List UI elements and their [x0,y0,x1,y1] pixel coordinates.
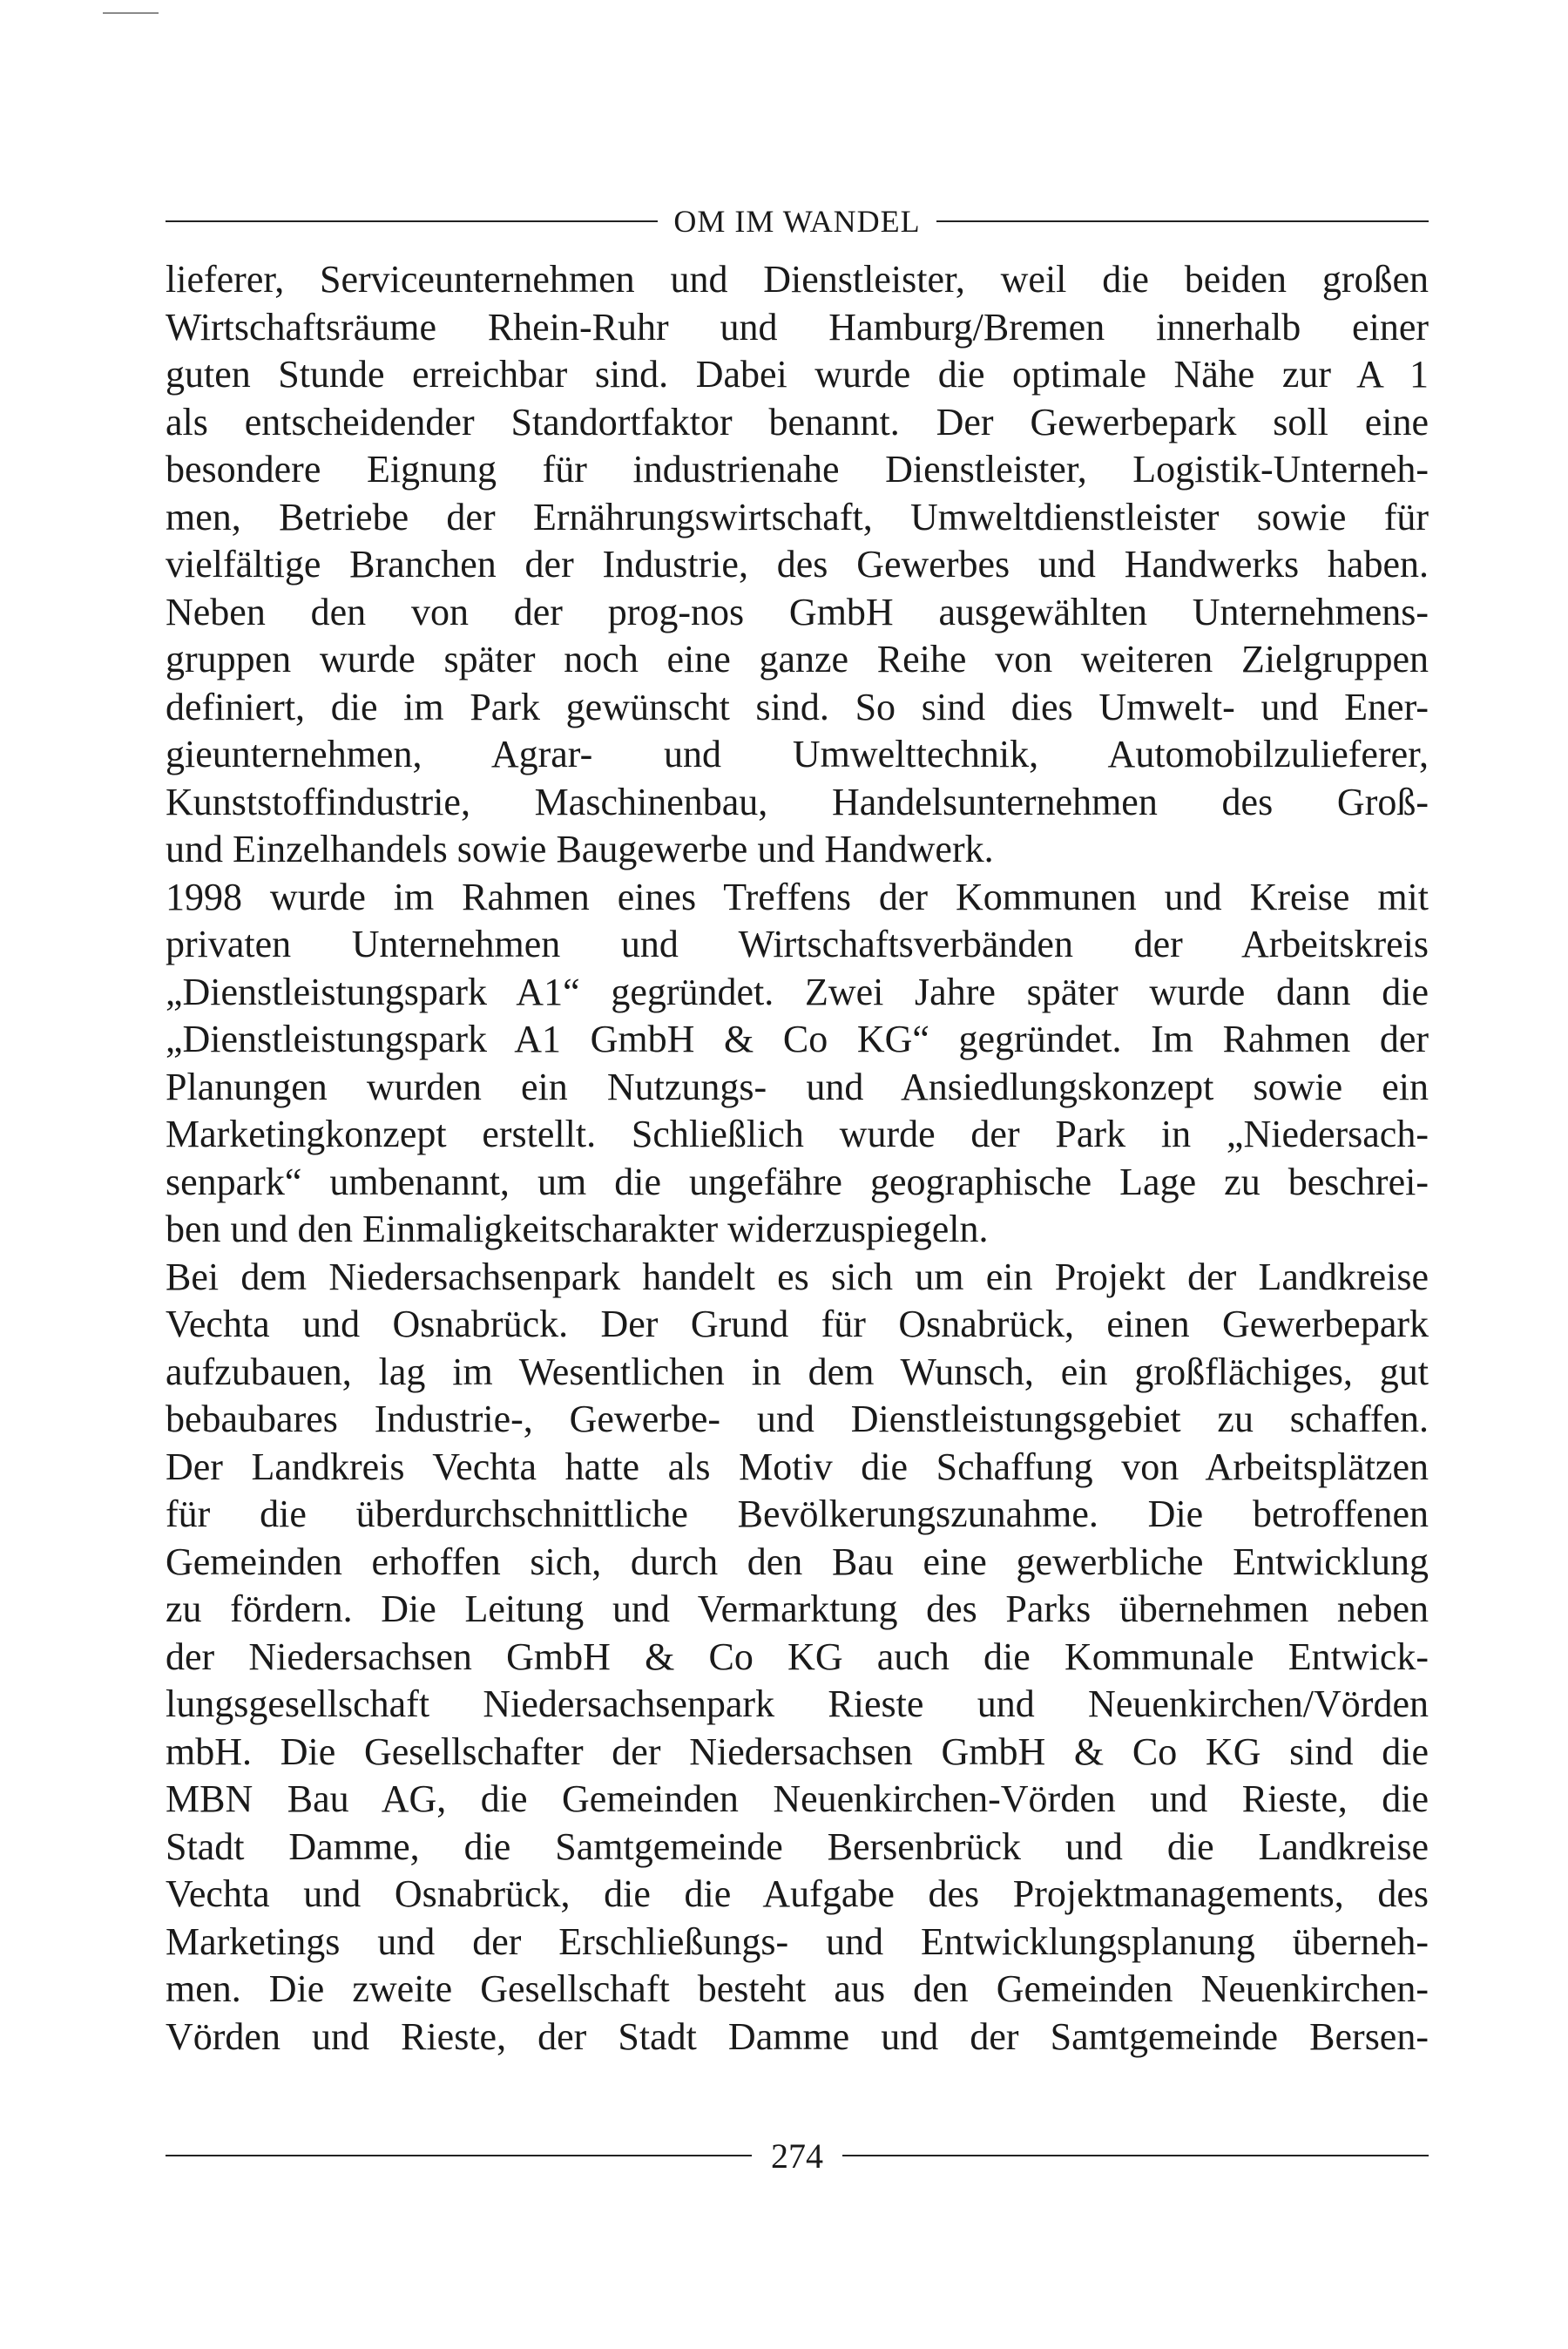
text-line: Vechta und Osnabrück. Der Grund für Osnabrück, einen Gewerbepark [166,1303,1429,1345]
text-line: Stadt Damme, die Samtgemeinde Bersenbrück und die Landkreise [166,1824,1429,1868]
running-header [166,197,1429,246]
text-line: „Dienstleistungspark A1“ gegründet. Zwei Jahre später wurde dann die [166,970,1429,1013]
text-line: bebaubares Industrie-, Gewerbe- und Dienstleistungsgebiet zu schaffen. [166,1398,1429,1440]
header-rule-left [166,220,658,222]
text-line: Wirtschaftsräume Rhein-Ruhr und Hamburg/Bremen innerhalb einer [166,305,1429,349]
body-text [166,256,1429,2061]
text-line: Vechta und Osnabrück, die die Aufgabe des Projektmanagements, des [166,1872,1429,1915]
text-line: lungsgesellschaft Niedersachsenpark Rieste und Neuenkirchen/Vörden [166,1682,1429,1725]
page-footer [166,2131,1429,2180]
text-line: ben und den Einmaligkeitscharakter widerzuspiegeln. [166,1208,989,1250]
text-line: MBN Bau AG, die Gemeinden Neuenkirchen-Vörden und Rieste, die [166,1777,1429,1820]
text-line: men, Betriebe der Ernährungswirtschaft, Umweltdienstleister sowie für [166,495,1429,538]
text-line: 1998 wurde im Rahmen eines Treffens der Kommunen und Kreise mit [166,875,1429,918]
scan-corner-mark [103,12,159,14]
text-line: besondere Eignung für industrienahe Dienstleister, Logistik-Unterneh- [166,448,1429,491]
text-line: guten Stunde erreichbar sind. Dabei wurde die optimale Nähe zur A 1 [166,353,1429,396]
text-line: und Einzelhandels sowie Baugewerbe und Handwerk. [166,828,994,870]
running-header-title: OM IM WANDEL [673,204,921,239]
text-line: vielfältige Branchen der Industrie, des Gewerbes und Handwerks haben. [166,543,1429,586]
page-number: 274 [771,2136,823,2176]
text-line: Gemeinden erhoffen sich, durch den Bau eine gewerbliche Entwicklung [166,1540,1429,1583]
text-line: der Niedersachsen GmbH & Co KG auch die Kommunale Entwick- [166,1635,1429,1678]
header-rule-right [936,220,1429,222]
text-line: Planungen wurden ein Nutzungs- und Ansiedlungskonzept sowie ein [166,1065,1429,1108]
text-line: zu fördern. Die Leitung und Vermarktung des Parks übernehmen neben [166,1587,1429,1630]
text-line: Neben den von der prog-nos GmbH ausgewählten Unternehmens- [166,590,1429,633]
text-line: mbH. Die Gesellschafter der Niedersachsen GmbH & Co KG sind die [166,1730,1429,1773]
text-line: Kunststoffindustrie, Maschinenbau, Handelsunternehmen des Groß- [166,780,1429,823]
text-line: Marketingkonzept erstellt. Schließlich wurde der Park in „Niedersach- [166,1113,1429,1155]
footer-rule-right [842,2155,1429,2156]
text-line: men. Die zweite Gesellschaft besteht aus den Gemeinden Neuenkirchen- [166,1967,1429,2010]
text-line: als entscheidender Standortfaktor benannt. Der Gewerbepark soll eine [166,400,1429,443]
footer-rule-left [166,2155,752,2156]
text-line: für die überdurchschnittliche Bevölkerungszunahme. Die betroffenen [166,1493,1429,1535]
text-line: privaten Unternehmen und Wirtschaftsverbänden der Arbeitskreis [166,923,1429,965]
text-line: Marketings und der Erschließungs- und Entwicklungsplanung überneh- [166,1919,1429,1963]
text-line: Bei dem Niedersachsenpark handelt es sich um ein Projekt der Landkreise [166,1255,1429,1298]
text-line: senpark“ umbenannt, um die ungefähre geographische Lage zu beschrei- [166,1160,1429,1203]
text-line: lieferer, Serviceunternehmen und Dienstleister, weil die beiden großen [166,258,1429,301]
text-line: „Dienstleistungspark A1 GmbH & Co KG“ gegründet. Im Rahmen der [166,1018,1429,1060]
text-line: definiert, die im Park gewünscht sind. So sind dies Umwelt- und Ener- [166,685,1429,728]
text-line: aufzubauen, lag im Wesentlichen in dem Wunsch, ein großflächiges, gut [166,1350,1429,1393]
text-line: Vörden und Rieste, der Stadt Damme und der Samtgemeinde Bersen- [166,2014,1429,2058]
text-line: Der Landkreis Vechta hatte als Motiv die Schaffung von Arbeitsplätzen [166,1445,1429,1488]
text-line: gieunternehmen, Agrar- und Umwelttechnik, Automobilzulieferer, [166,733,1429,775]
text-line: gruppen wurde später noch eine ganze Reihe von weiteren Zielgruppen [166,638,1429,680]
